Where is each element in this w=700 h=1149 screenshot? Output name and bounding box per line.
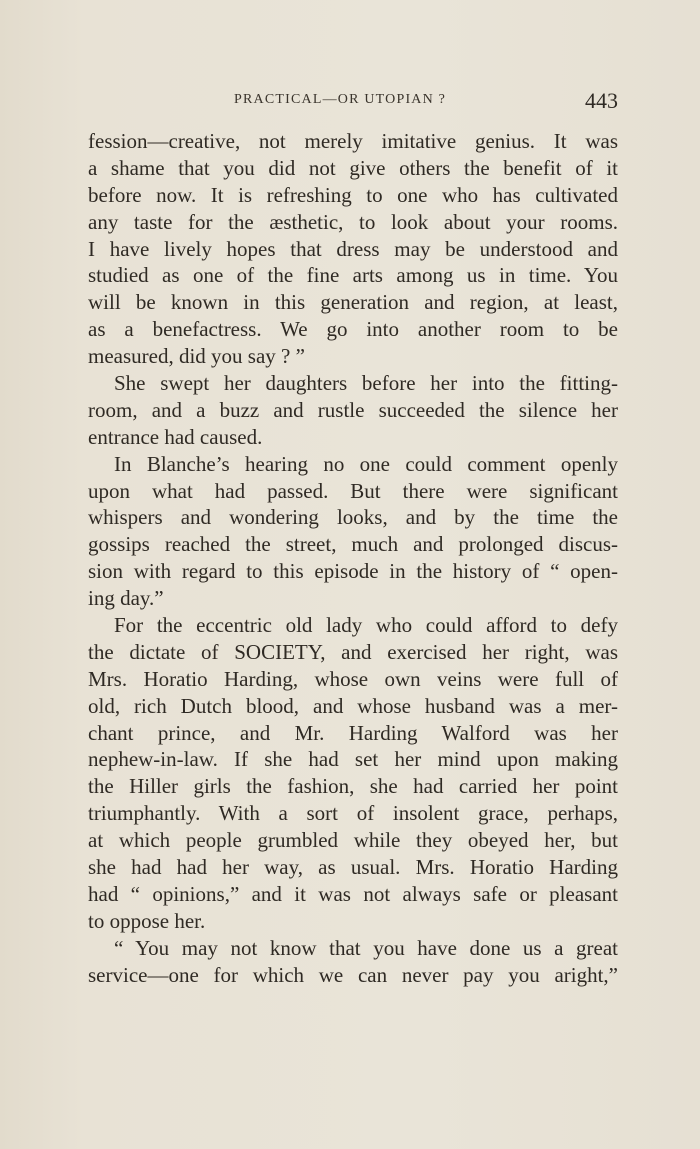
text-line: at which people grumbled while they obeyed her, but [88, 828, 618, 853]
text-line: upon what had passed. But there were significant [88, 478, 618, 503]
text-line: she had had her way, as usual. Mrs. Horatio Harding [88, 855, 618, 880]
text-line: I have lively hopes that dress may be understood and [88, 236, 618, 261]
text-line: triumphantly. With a sort of insolent grace, perhaps, [88, 801, 618, 826]
text-line: the Hiller girls the fashion, she had carried her point [88, 774, 618, 799]
text-line: had “ opinions,” and it was not always safe or pleasant [88, 881, 618, 906]
text-line: as a benefactress. We go into another room to be [88, 317, 618, 342]
text-line: before now. It is refreshing to one who has cultivated [88, 182, 618, 207]
text-line: fession—creative, not merely imitative genius. It was [88, 129, 618, 153]
paragraph-start-line: She swept her daughters before her into the fitting- [114, 371, 618, 396]
text-line: will be known in this generation and region, at least, [88, 290, 618, 315]
text-line: entrance had caused. [88, 424, 263, 449]
paragraph-start-line: In Blanche’s hearing no one could comment openly [114, 451, 618, 476]
text-line: gossips reached the street, much and prolonged discus- [88, 532, 618, 557]
text-line: whispers and wondering looks, and by the time the [88, 505, 618, 530]
text-line: old, rich Dutch blood, and whose husband was a mer- [88, 693, 618, 718]
text-line: service—one for which we can never pay you aright,” [88, 962, 618, 987]
text-line: the dictate of SOCIETY, and exercised her right, was [88, 639, 618, 664]
text-line: chant prince, and Mr. Harding Walford was her [88, 720, 618, 745]
text-line: Mrs. Horatio Harding, whose own veins were full of [88, 666, 618, 691]
text-line: a shame that you did not give others the benefit of it [88, 155, 618, 180]
body-text [88, 128, 618, 989]
text-line: sion with regard to this episode in the history of “ open- [88, 559, 618, 584]
text-line: ing day.” [88, 586, 164, 611]
paragraph-start-line: For the eccentric old lady who could afford to defy [114, 613, 618, 638]
running-head: PRACTICAL—OR UTOPIAN ? [234, 92, 447, 107]
text-line: any taste for the æsthetic, to look about your rooms. [88, 209, 618, 234]
page-header [88, 88, 618, 118]
text-line: to oppose her. [88, 908, 206, 933]
text-line: studied as one of the fine arts among us in time. You [88, 263, 618, 288]
text-line: nephew-in-law. If she had set her mind upon making [88, 747, 618, 772]
paragraph-start-line: “ You may not know that you have done us a great [114, 935, 618, 960]
text-line: measured, did you say ? ” [88, 344, 305, 369]
text-line: room, and a buzz and rustle succeeded the silence her [88, 397, 618, 422]
page-number: 443 [585, 88, 618, 113]
